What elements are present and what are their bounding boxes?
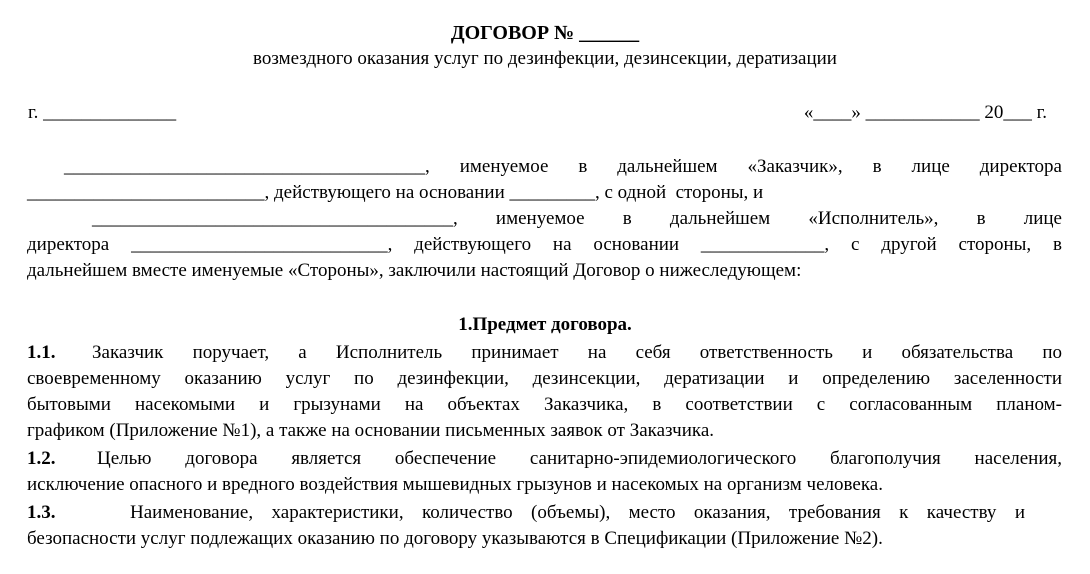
clause-1-3-line: Наименование, характеристики, количество (объемы), место оказания, требования к качеству и — [130, 502, 1025, 523]
date-field: «____» ____________ 20___ г. — [803, 102, 1047, 123]
city-field: г. ______________ — [28, 102, 177, 123]
contract-subtitle: возмездного оказания услуг по дезинфекции, дезинсекции, дератизации — [253, 48, 837, 69]
section-heading: 1.Предмет договора. — [458, 314, 632, 335]
preamble-line-3: ______________________________________, именуемое в дальнейшем «Исполнитель», в лице — [92, 208, 1062, 229]
clause-1-1-line: Заказчик поручает, а Исполнитель принимает на себя ответственность и обязательства по — [92, 342, 1062, 363]
clause-1-1-line: своевременному оказанию услуг по дезинфекции, дезинсекции, дератизации и определению заселенности — [27, 368, 1062, 389]
clause-1-3-line: безопасности услуг подлежащих оказанию по договору указываются в Спецификации (Приложение №2). — [27, 528, 883, 549]
clause-1-2-line: исключение опасного и вредного воздействия мышевидных грызунов и насекомых на организм человека. — [27, 474, 883, 495]
preamble-line-5: дальнейшем вместе именуемые «Стороны», заключили настоящий Договор о нижеследующем: — [27, 260, 802, 281]
clause-1-1-line: графиком (Приложение №1), а также на основании письменных заявок от Заказчика. — [27, 420, 715, 441]
clause-1-2-line: Целью договора является обеспечение санитарно-эпидемиологического благополучия населения, — [97, 448, 1062, 469]
contract-title: ДОГОВОР № ______ — [450, 22, 640, 44]
preamble-line-4: директора ___________________________, действующего на основании _____________, с другой стороны, в — [27, 234, 1062, 255]
clause-1-1-number: 1.1. — [27, 342, 56, 363]
preamble-line-1: ______________________________________, именуемое в дальнейшем «Заказчик», в лице директора — [64, 156, 1062, 177]
clause-1-1-line: бытовыми насекомыми и грызунами на объектах Заказчика, в соответствии с согласованным планом- — [27, 394, 1062, 415]
preamble-line-2: _________________________, действующего на основании _________, с одной стороны, и — [27, 182, 764, 203]
clause-1-3-number: 1.3. — [27, 502, 56, 523]
clause-1-2-number: 1.2. — [27, 448, 56, 469]
